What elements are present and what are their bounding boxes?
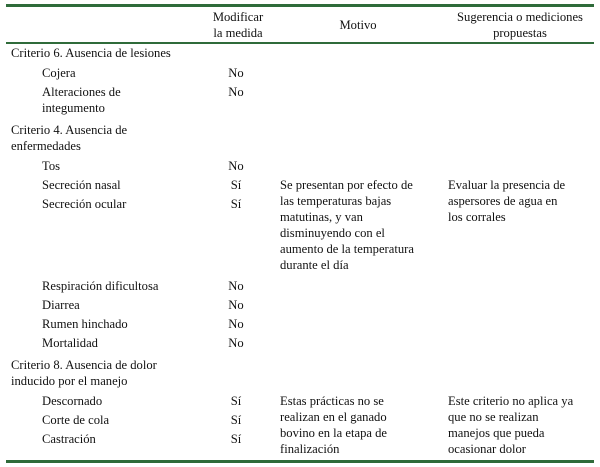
bottom-rule [6,460,594,463]
row-label: Secreción nasal [42,178,121,192]
section-title: Criterio 4. Ausencia de [11,123,128,137]
header-suggestion-line1: Sugerencia o mediciones [457,10,583,24]
row-label: Mortalidad [42,336,98,350]
row-label: integumento [42,101,105,115]
header-suggestion-line2: propuestas [493,26,547,40]
row-label: Diarrea [42,298,80,312]
reason-text: aumento de la temperatura [280,242,414,256]
row-label: Corte de cola [42,413,110,427]
reason-text: Se presentan por efecto de [280,178,413,192]
reason-text: Estas prácticas no se [280,394,384,408]
row-modify: No [228,85,244,99]
row-modify: No [228,317,244,331]
section-title: Criterio 8. Ausencia de dolor [11,358,157,372]
row-label: Rumen hinchado [42,317,128,331]
row-label: Descornado [42,394,103,408]
section-title: inducido por el manejo [11,374,128,388]
row-modify: No [228,66,244,80]
row-modify: Sí [230,394,242,408]
row-label: Secreción ocular [42,197,127,211]
suggestion-text: aspersores de agua en [448,194,558,208]
row-modify: Sí [230,178,242,192]
row-label: Cojera [42,66,76,80]
row-modify: No [228,159,244,173]
reason-text: realizan en el ganado [280,410,387,424]
suggestion-text: manejos que pueda [448,426,545,440]
row-modify: No [228,279,244,293]
header-modify-line1: Modificar [212,10,264,24]
reason-text: matutinas, y van [280,210,363,224]
reason-text: las temperaturas bajas [280,194,392,208]
row-modify: Sí [230,197,242,211]
row-label: Tos [42,159,61,173]
suggestion-text: los corrales [448,210,506,224]
suggestion-text: Este criterio no aplica ya [448,394,574,408]
row-label: Castración [42,432,96,446]
reason-text: bovino en la etapa de [280,426,388,440]
row-modify: No [228,298,244,312]
row-modify: Sí [230,432,242,446]
suggestion-text: Evaluar la presencia de [448,178,566,192]
suggestion-text: ocasionar dolor [448,442,526,456]
reason-text: durante el día [280,258,349,272]
row-label: Respiración dificultosa [42,279,159,293]
reason-text: finalización [280,442,340,456]
row-label: Alteraciones de [42,85,121,99]
header-modify-line2: la medida [213,26,263,40]
suggestion-text: que no se realizan [448,410,539,424]
header-rule [6,42,594,44]
reason-text: disminuyendo con el [280,226,385,240]
section-title: enfermedades [11,139,81,153]
header-reason: Motivo [339,18,377,32]
row-modify: Sí [230,413,242,427]
row-modify: No [228,336,244,350]
top-rule [6,4,594,7]
section-title: Criterio 6. Ausencia de lesiones [11,46,171,60]
